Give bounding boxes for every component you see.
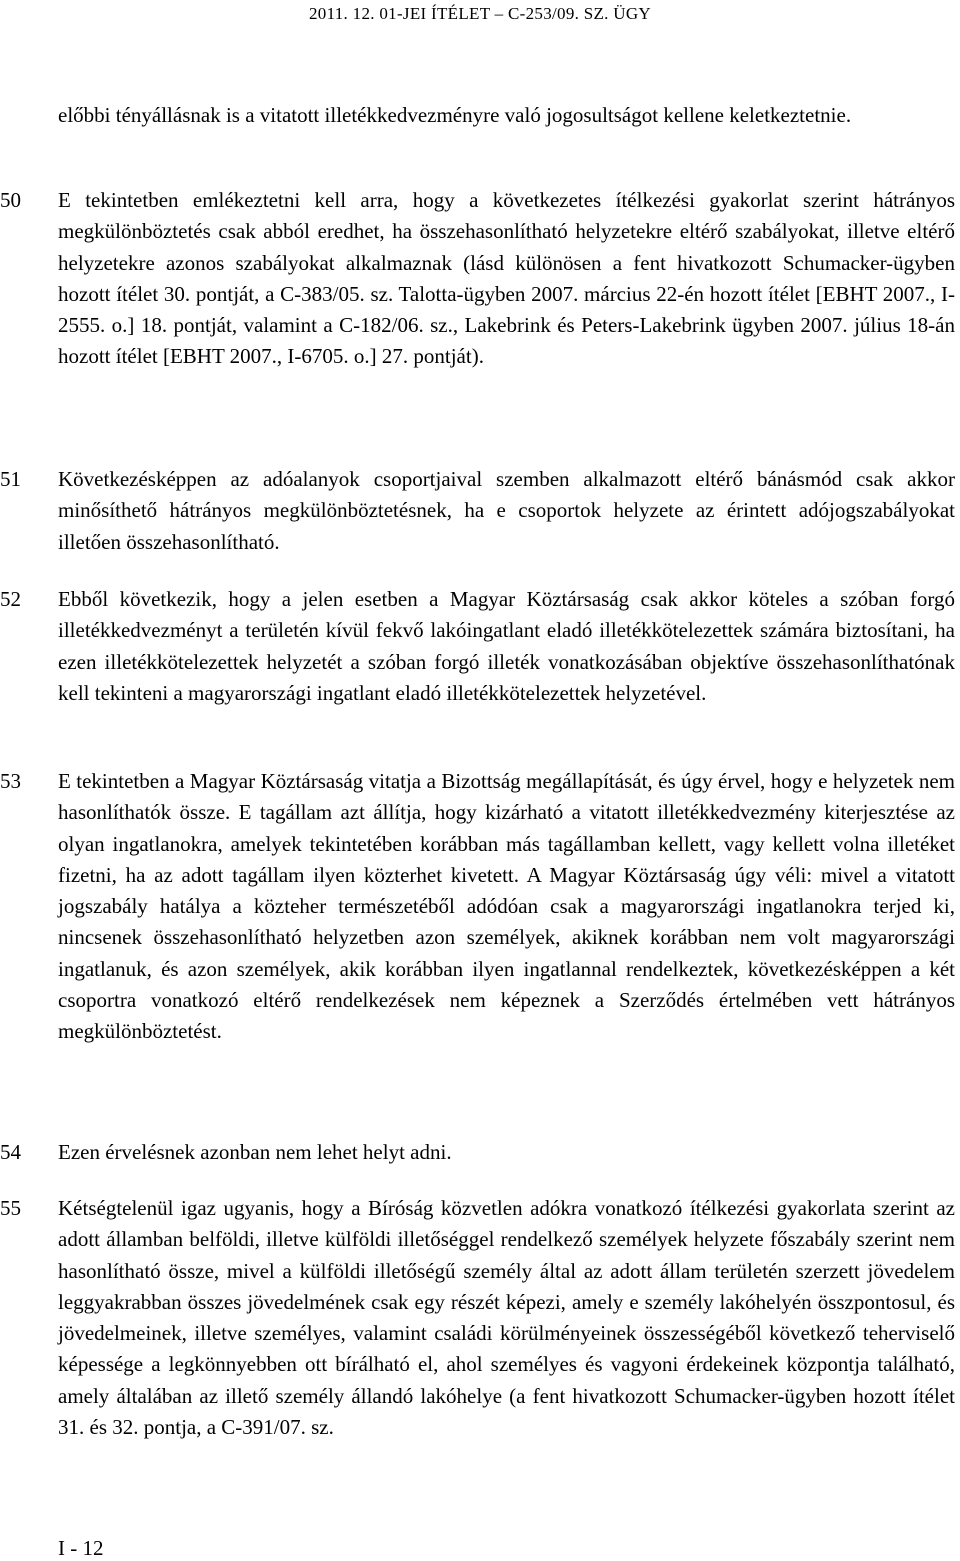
paragraph-number: 55 [0,1196,21,1220]
paragraph-text: Ezen érvelésnek azonban nem lehet helyt adni. [58,1140,452,1164]
paragraph-text: E tekintetben emlékeztetni kell arra, hogy a következetes ítélkezési gyakorlat szerint hátrányos megkülönböztetés csak abból eredhet, ha összehasonlítható helyzetekre eltérő szabályokat, illetve eltérő helyzetekre azonos szabályokat alkalmaznak (lásd különösen a fent hivatkozott Schumacker-ügyben hozott ítélet 30. pontját, a C-383/05. sz. Talotta-ügyben 2007. március 22-én hozott ítélet [EBHT 2007., I-2555. o.] 18. pontját, valamint a C-182/06. sz., Lakebrink és Peters-Lakebrink ügyben 2007. július 18-án hozott ítélet [EBHT 2007., I-6705. o.] 27. pontját). [58,188,955,369]
paragraph-number: 51 [0,467,21,491]
intro-continuation-text: előbbi tényállásnak is a vitatott illetékkedvezményre való jogosultságot kellene keletkeztetnie. [58,103,852,127]
paragraph-50 [0,185,955,373]
paragraph-text: Ebből következik, hogy a jelen esetben a Magyar Köztársaság csak akkor köteles a szóban forgó illetékkedvezményt a területén kívül fekvő lakóingatlant eladó illetékkötelezettek számára biztosítani, ha ezen illetékkötelezettek helyzetét a szóban forgó illeték vonatkozásában objektíve összehasonlíthatónak kell tekinteni a magyarországi ingatlant eladó illetékkötelezettek helyzetével. [58,587,955,705]
paragraph-text: Következésképpen az adóalanyok csoportjaival szemben alkalmazott eltérő bánásmód csak akkor minősíthető hátrányos megkülönböztetésnek, ha e csoportok helyzete az érintett adójogszabályokat illetően összehasonlítható. [58,467,955,554]
page-number: I - 12 [58,1536,104,1560]
paragraph-52 [0,584,955,709]
paragraph-51 [0,464,955,558]
paragraph-54 [0,1137,955,1168]
paragraph-number: 54 [0,1140,21,1164]
paragraph-55 [0,1193,955,1443]
paragraph-text: Kétségtelenül igaz ugyanis, hogy a Bíróság közvetlen adókra vonatkozó ítélkezési gyakorlata szerint az adott államban belföldi, illetve külföldi illetőséggel rendelkező személyek helyzete főszabály szerint nem hasonlítható össze, mivel a külföldi illetőségű személy által az adott állam területén szerzett jövedelem leggyakrabban összes jövedelmének csak egy részét képezi, amely e személy lakóhelyén összpontosul, és jövedelmeinek, illetve személyes, valamint családi körülményeinek összességéből következő teherviselő képessége a legkönnyebben ott bírálható el, ahol személyes és vagyoni érdekeinek központja található, amely általában az illető személy állandó lakóhelye (a fent hivatkozott Schumacker-ügyben hozott ítélet 31. és 32. pontja, a C-391/07. sz. [58,1196,955,1440]
paragraph-number: 50 [0,188,21,212]
paragraph-number: 52 [0,587,21,611]
paragraph-number: 53 [0,769,21,793]
running-header: 2011. 12. 01-JEI ÍTÉLET – C-253/09. SZ. ÜGY [308,4,651,23]
paragraph-text: E tekintetben a Magyar Köztársaság vitatja a Bizottság megállapítását, és úgy érvel, hogy e helyzetek nem hasonlíthatók össze. E tagállam azt állítja, hogy kizárható a vitatott illetékkedvezmény kiterjesztése az olyan ingatlanokra, amelyek tekintetében korábban más tagállamban kellett, vagy kellett volna illetéket fizetni, ha az adott tagállam ilyen közterhet kivetett. A Magyar Köztársaság úgy véli: mivel a vitatott jogszabály hatálya a közteher természetéből adódóan csak a magyarországi ingatlanokra terjed ki, nincsenek összehasonlítható helyzetben azon személyek, akiknek korábban nem volt magyarországi ingatlanuk, és azon személyek, akik korábban ilyen ingatlannal rendelkeztek, következésképpen a két csoportra vonatkozó eltérő rendelkezések nem képeznek a Szerződés értelmében vett hátrányos megkülönböztetést. [58,769,955,1044]
paragraph-53 [0,766,955,1048]
